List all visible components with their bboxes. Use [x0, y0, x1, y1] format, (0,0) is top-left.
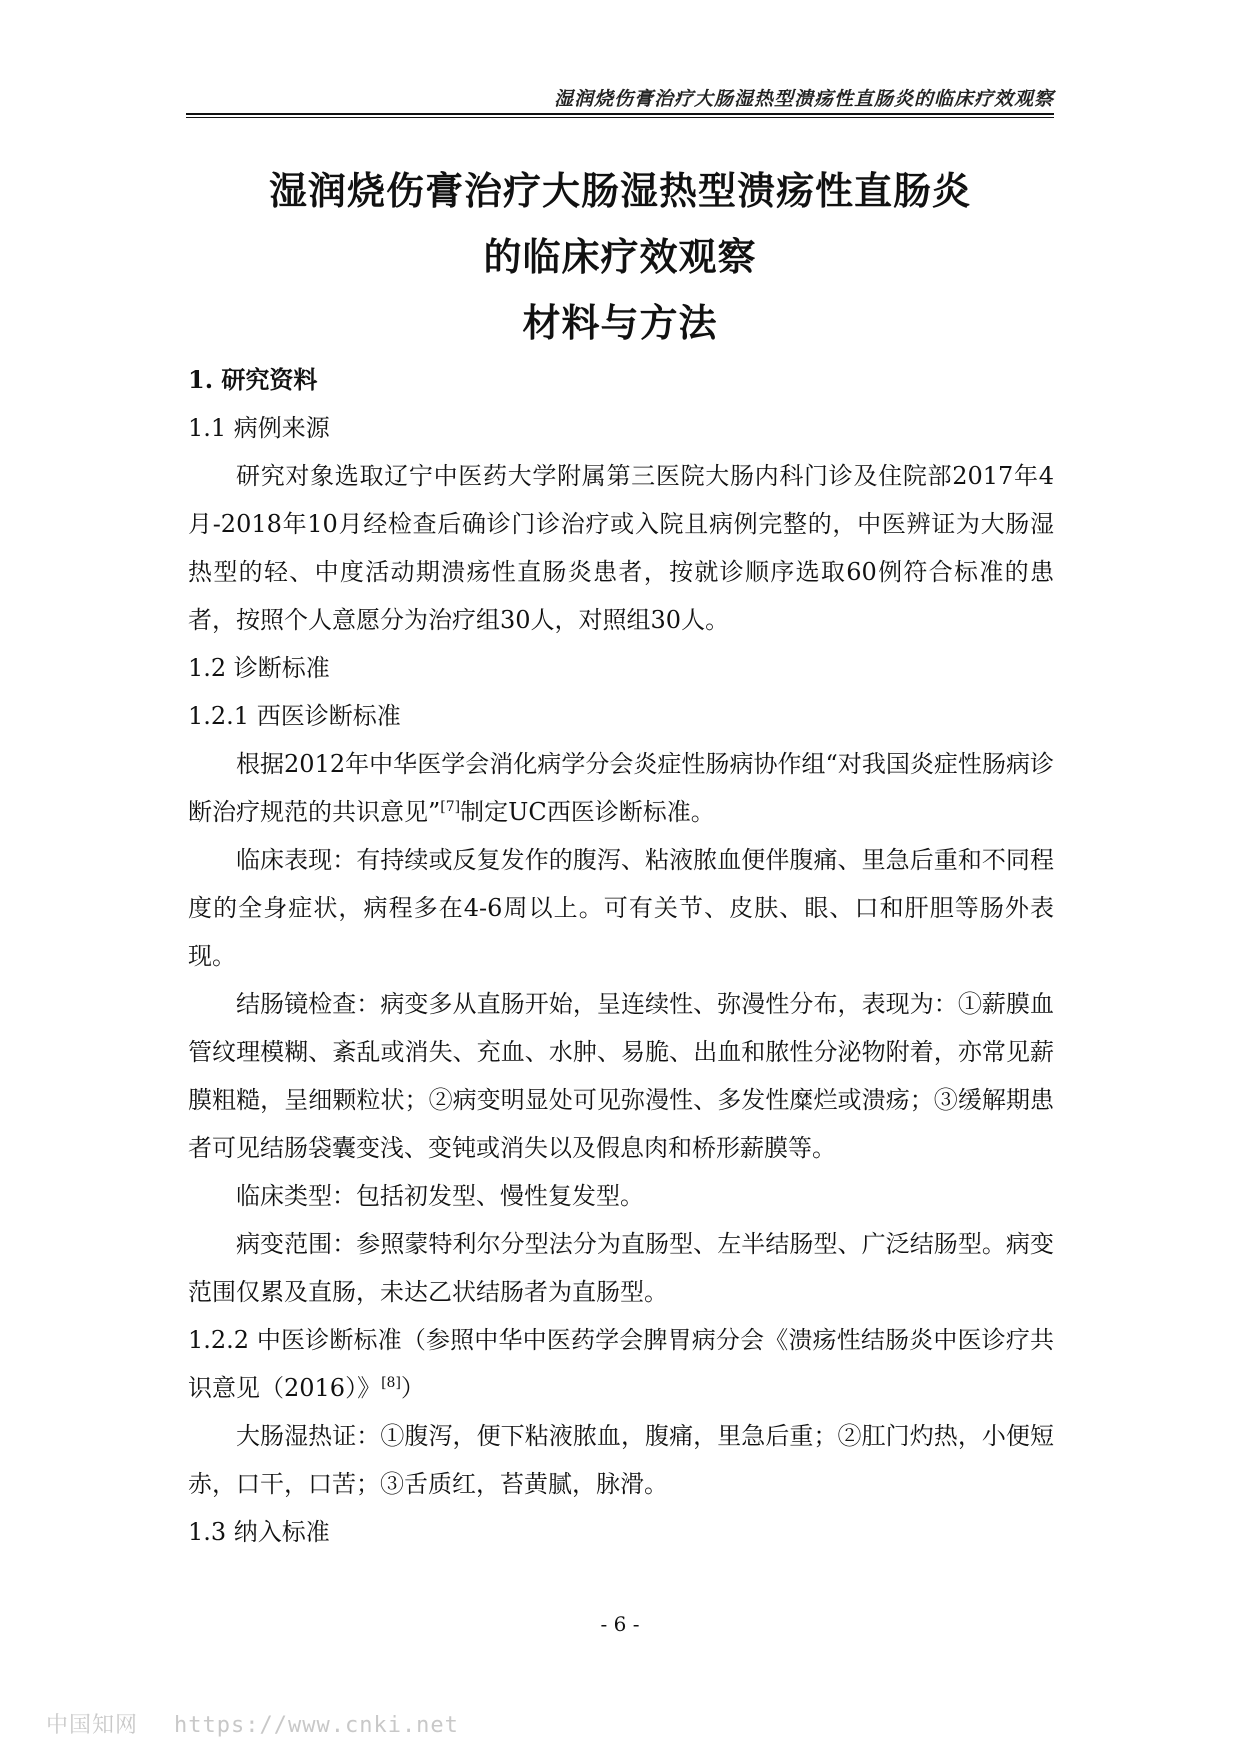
paragraph-clinical-manifestation: 临床表现：有持续或反复发作的腹泻、粘液脓血便伴腹痛、里急后重和不同程度的全身症状，病程多在4-6周以上。可有关节、皮肤、眼、口和肝胆等肠外表现。 [188, 846, 1054, 970]
paragraph-case-source: 研究对象选取辽宁中医药大学附属第三医院大肠内科门诊及住院部2017年4月-2018年10月经检查后确诊门诊治疗或入院且病例完整的，中医辨证为大肠湿热型的轻、中度活动期溃疡性直肠炎患者，按就诊顺序选取60例符合标准的患者，按照个人意愿分为治疗组30人，对照组30人。 [188, 462, 1054, 634]
paragraph-western-basis [188, 740, 1054, 836]
paragraph-western-basis-tail: 制定UC西医诊断标准。 [460, 798, 715, 826]
paragraph-colonoscopy: 结肠镜检查：病变多从直肠开始，呈连续性、弥漫性分布，表现为：①薪膜血管纹理模糊、紊乱或消失、充血、水肿、易脆、出血和脓性分泌物附着，亦常见薪膜粗糙，呈细颗粒状；②病变明显处可见弥漫性、多发性糜烂或溃疡；③缓解期患者可见结肠袋囊变浅、变钝或消失以及假息肉和桥形薪膜等。 [188, 990, 1054, 1162]
citation-ref-7: [7] [440, 799, 461, 815]
citation-ref-8: [8] [381, 1375, 401, 1391]
paragraph-western-basis-text: 根据2012年中华医学会消化病学分会炎症性肠病协作组“对我国炎症性肠病诊断治疗规范的共识意见” [188, 750, 1054, 826]
section-title: 材料与方法 [522, 300, 718, 345]
header-rule [186, 113, 1054, 115]
document-title-line-1: 湿润烧伤膏治疗大肠湿热型溃疡性直肠炎 [268, 168, 971, 213]
heading-research-data: 1. 研究资料 [188, 365, 318, 394]
heading-tcm-diagnosis-text: 1.2.2 中医诊断标准（参照中华中医药学会脾胃病分会《溃疡性结肠炎中医诊疗共识意见（2016）》 [188, 1326, 1054, 1402]
cnki-watermark [46, 1708, 459, 1739]
document-title-line-2: 的临床疗效观察 [483, 234, 757, 279]
paragraph-lesion-range: 病变范围：参照蒙特利尔分型法分为直肠型、左半结肠型、广泛结肠型。病变范围仅累及直肠，未达乙状结肠者为直肠型。 [188, 1230, 1054, 1306]
heading-inclusion-criteria: 1.3 纳入标准 [188, 1518, 330, 1546]
header-rule-thin [186, 117, 1054, 118]
paragraph-clinical-type: 临床类型：包括初发型、慢性复发型。 [236, 1182, 644, 1210]
heading-case-source: 1.1 病例来源 [188, 414, 330, 442]
watermark-url[interactable]: https://www.cnki.net [174, 1713, 459, 1738]
heading-western-diagnosis: 1.2.1 西医诊断标准 [188, 702, 401, 730]
heading-tcm-diagnosis [188, 1316, 1054, 1412]
paragraph-damp-heat-syndrome: 大肠湿热证：①腹泻，便下粘液脓血，腹痛，里急后重；②肛门灼热，小便短赤，口干，口苦；③舌质红，苔黄腻，脉滑。 [188, 1422, 1054, 1498]
running-header: 湿润烧伤膏治疗大肠湿热型溃疡性直肠炎的临床疗效观察 [553, 88, 1054, 110]
document-body [188, 356, 1054, 1556]
heading-diagnostic-criteria: 1.2 诊断标准 [188, 654, 330, 682]
watermark-brand: 中国知网 [46, 1713, 139, 1738]
page-number: - 6 - [600, 1612, 640, 1636]
heading-tcm-diagnosis-tail: ） [400, 1374, 425, 1402]
